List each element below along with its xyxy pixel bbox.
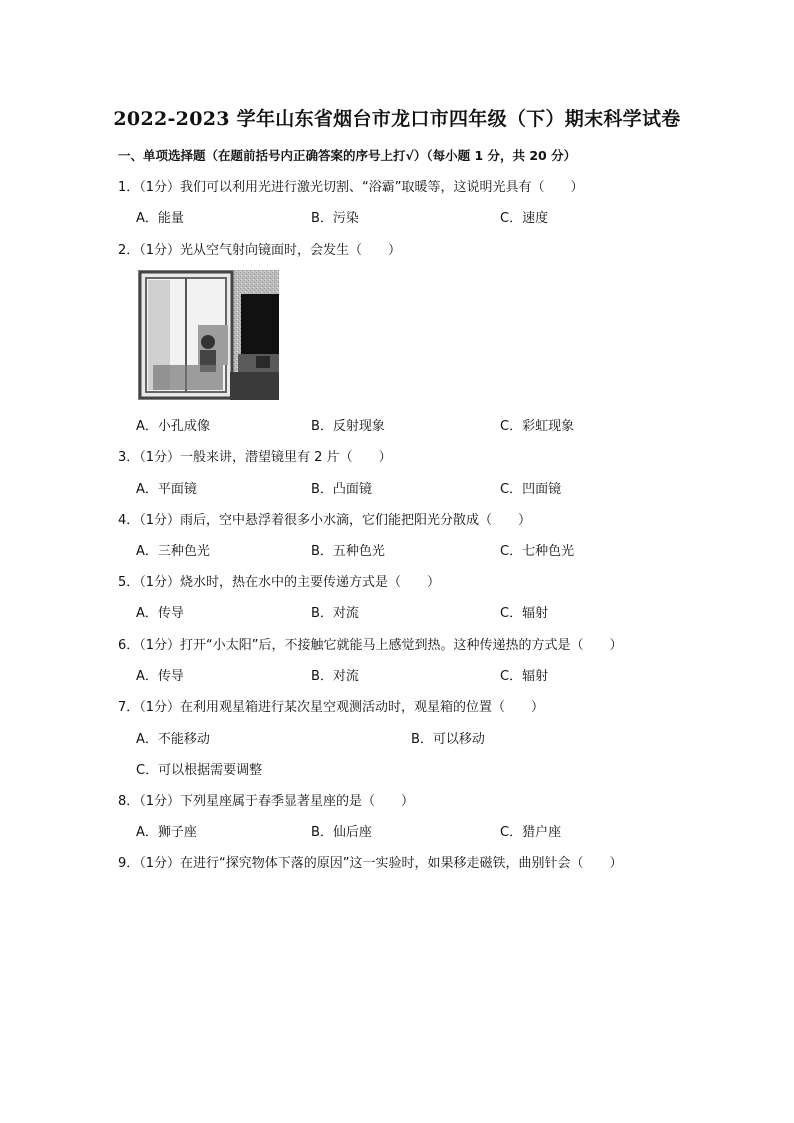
q1-option-b: B．污染 — [311, 211, 359, 226]
q1-option-c: C．速度 — [500, 211, 549, 226]
q3-option-c: C．凹面镜 — [500, 482, 562, 497]
question-3: 3．（1分）一般来讲，潜望镜里有 2 片（ ） — [118, 450, 392, 465]
question-9: 9．（1分）在进行“探究物体下落的原因”这一实验时，如果移走磁铁，曲别针会（ ） — [118, 856, 623, 871]
q5-option-c: C．辐射 — [500, 606, 549, 621]
q8-option-a: A．狮子座 — [136, 825, 197, 840]
q4-option-c: C．七种色光 — [500, 544, 575, 559]
q2-option-b: B．反射现象 — [311, 419, 385, 434]
q6-option-b: B．对流 — [311, 669, 359, 684]
q4-option-a: A．三种色光 — [136, 544, 210, 559]
mirror-photo — [138, 270, 279, 400]
question-4: 4．（1分）雨后，空中悬浮着很多小水滴，它们能把阳光分散成（ ） — [118, 513, 532, 528]
q7-option-b: B．可以移动 — [411, 732, 485, 747]
q2-option-c: C．彩虹现象 — [500, 419, 575, 434]
q8-option-b: B．仙后座 — [311, 825, 372, 840]
q1-option-a: A．能量 — [136, 211, 184, 226]
q7-option-c: C．可以根据需要调整 — [136, 763, 263, 778]
question-5: 5．（1分）烧水时，热在水中的主要传递方式是（ ） — [118, 575, 441, 590]
section-heading: 一、单项选择题（在题前括号内正确答案的序号上打√）（每小题 1 分，共 20 分） — [118, 148, 577, 163]
q8-option-c: C．猎户座 — [500, 825, 562, 840]
exam-title: 2022-2023 学年山东省烟台市龙口市四年级（下）期末科学试卷 — [113, 108, 681, 130]
q5-option-a: A．传导 — [136, 606, 184, 621]
question-8: 8．（1分）下列星座属于春季显著星座的是（ ） — [118, 794, 415, 809]
q3-option-a: A．平面镜 — [136, 482, 197, 497]
question-1: 1．（1分）我们可以利用光进行激光切割、“浴霸”取暖等，这说明光具有（ ） — [118, 180, 584, 195]
q7-option-a: A．不能移动 — [136, 732, 210, 747]
q4-option-b: B．五种色光 — [311, 544, 385, 559]
question-2: 2．（1分）光从空气射向镜面时，会发生（ ） — [118, 243, 402, 258]
q3-option-b: B．凸面镜 — [311, 482, 372, 497]
q6-option-c: C．辐射 — [500, 669, 549, 684]
q5-option-b: B．对流 — [311, 606, 359, 621]
question-6: 6．（1分）打开“小太阳”后，不接触它就能马上感觉到热。这种传递热的方式是（ ） — [118, 638, 623, 653]
q6-option-a: A．传导 — [136, 669, 184, 684]
question-7: 7．（1分）在利用观星箱进行某次星空观测活动时，观星箱的位置（ ） — [118, 700, 545, 715]
q2-option-a: A．小孔成像 — [136, 419, 210, 434]
